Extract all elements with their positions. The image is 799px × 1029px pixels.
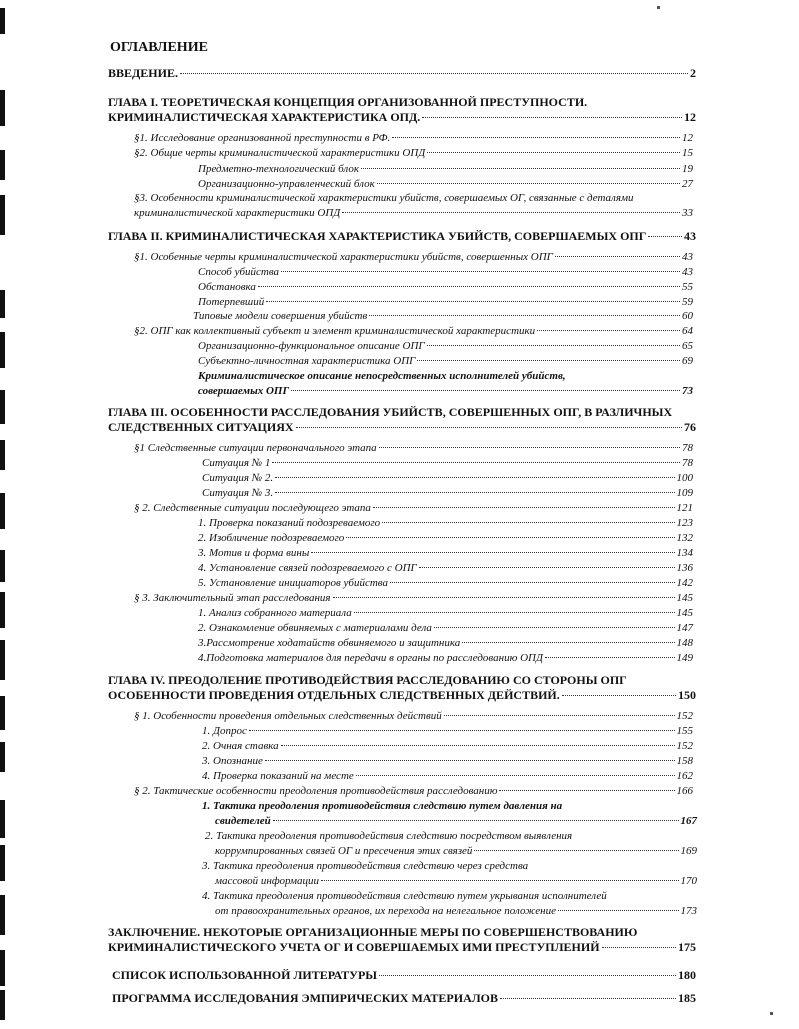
scan-mark [0,440,5,470]
entry-page: 158 [676,755,693,767]
entry-page: 15 [682,147,693,159]
entry-page: 12 [682,132,693,144]
entry-text: Организационно-управленческий блок [198,178,375,190]
chapter-entry [108,688,696,703]
leader-dots [562,695,676,696]
leader-dots [272,462,680,463]
leader-dots [369,315,680,316]
leader-dots [462,642,674,643]
entry-page: 145 [676,592,693,604]
leader-dots [249,730,675,731]
leader-dots [379,447,680,448]
toc-entry [198,652,693,664]
toc-entry [198,517,693,529]
entry-text: 1. Анализ собранного материала [198,607,352,619]
entry-text: 4. Проверка показаний на месте [202,770,354,782]
entry-page: 43 [682,251,693,263]
leader-dots [417,360,680,361]
toc-entry-text: 3. Тактика преодоления противодействия следствию через средства [202,860,529,872]
toc-entry [134,147,693,159]
entry-text: Предметно-технологический блок [198,163,360,175]
entry-text: Ситуация № 2. [202,472,274,484]
scan-mark [0,990,5,1020]
toc-entry [198,178,693,190]
entry-page: 59 [682,296,693,308]
toc-entry [134,442,693,454]
leader-dots [273,820,679,821]
entry-text: ОСОБЕННОСТИ ПРОВЕДЕНИЯ ОТДЕЛЬНЫХ СЛЕДСТВЕННЫХ ДЕЙСТВИЙ. [108,688,560,702]
entry-page: 64 [682,325,693,337]
entry-page: 100 [676,472,693,484]
scan-mark [0,493,5,529]
entry-page: 134 [676,547,693,559]
chapter-entry [112,968,696,983]
entry-text: Ситуация № 1 [202,457,271,469]
entry-page: 167 [680,815,697,827]
entry-text: СЛЕДСТВЕННЫХ СИТУАЦИЯХ [108,420,294,434]
entry-text: §1 Следственные ситуации первоначального этапа [134,442,377,454]
entry-text: 4. Установление связей подозреваемого с ОПГ [198,562,417,574]
leader-dots [422,117,682,118]
toc-entry [134,710,693,722]
toc-entry [198,296,693,308]
chapter-entry [108,229,696,244]
entry-text: 3. Опознание [202,755,263,767]
scan-mark [0,800,5,838]
chapter-heading: ЗАКЛЮЧЕНИЕ. НЕКОТОРЫЕ ОРГАНИЗАЦИОННЫЕ МЕРЫ ПО СОВЕРШЕНСТВОВАНИЮ [108,925,638,939]
scan-mark [0,742,5,772]
entry-page: 180 [678,968,696,982]
entry-page: 166 [676,785,693,797]
entry-text: Обстановка [198,281,256,293]
scan-mark [0,195,5,235]
chapter-entry [108,110,696,125]
toc-entry [198,532,693,544]
page-title: ОГЛАВЛЕНИЕ [110,40,208,55]
leader-dots [434,627,675,628]
entry-page: 78 [682,442,693,454]
leader-dots [382,522,674,523]
leader-dots [281,745,675,746]
leader-dots [500,998,676,999]
leader-dots [291,390,680,391]
entry-page: 109 [676,487,693,499]
scan-mark [0,290,5,318]
leader-dots [265,760,675,761]
leader-dots [275,477,674,478]
entry-text: Ситуация № 3. [202,487,274,499]
entry-text: 3.Рассмотрение ходатайств обвиняемого и защитника [198,637,461,649]
entry-text: Типовые модели совершения убийств [193,310,368,322]
entry-page: 147 [676,622,693,634]
entry-text: 4.Подготовка материалов для передачи в органы по расследованию ОПД [198,652,543,664]
toc-entry [198,385,693,397]
toc-entry [202,725,693,737]
leader-dots [275,492,674,493]
scan-mark [0,696,5,730]
entry-page: 152 [676,710,693,722]
entry-text: Субъектно-личностная характеристика ОПГ [198,355,416,367]
entry-text: криминалистической характеристики ОПД [134,207,341,219]
entry-page: 19 [682,163,693,175]
entry-text: Потерпевший [198,296,265,308]
toc-entry [215,875,697,887]
scan-mark [0,550,5,582]
entry-page: 136 [676,562,693,574]
entry-page: 12 [684,110,696,124]
toc-entry [202,457,693,469]
scan-mark [0,390,5,424]
toc-entry [198,607,693,619]
scan-mark [0,332,5,368]
toc-entry [198,562,693,574]
entry-text: §1. Особенные черты криминалистической характеристики убийств, совершенных ОПГ [134,251,553,263]
chapter-entry [112,991,696,1006]
leader-dots [361,168,680,169]
entry-text: 2. Ознакомление обвиняемых с материалами дела [198,622,432,634]
toc-entry [134,207,693,219]
leader-dots [444,715,675,716]
toc-entry [198,355,693,367]
entry-page: 60 [682,310,693,322]
toc-entry-text: 4. Тактика преодоления противодействия следствию путем укрывания исполнителей [202,890,607,902]
entry-text: Организационно-функциональное описание ОПГ [198,340,425,352]
scan-speck [770,1012,773,1015]
toc-entry [134,785,693,797]
entry-text: § 3. Заключительный этап расследования [134,592,331,604]
entry-page: 175 [678,940,696,954]
entry-page: 27 [682,178,693,190]
leader-dots [346,537,674,538]
toc-entry [134,502,693,514]
entry-text: 5. Установление инициаторов убийства [198,577,388,589]
scan-mark [0,90,5,126]
scan-mark [0,592,5,628]
leader-dots [356,775,675,776]
chapter-heading: ГЛАВА IV. ПРЕОДОЛЕНИЕ ПРОТИВОДЕЙСТВИЯ РАССЛЕДОВАНИЮ СО СТОРОНЫ ОПГ [108,673,627,687]
leader-dots [333,597,675,598]
toc-entry [134,592,693,604]
scan-mark [0,950,5,986]
entry-text: §2. ОПГ как коллективный субъект и элемент криминалистической характеристики [134,325,536,337]
toc-entry [202,755,693,767]
entry-page: 185 [678,991,696,1005]
entry-text: КРИМИНАЛИСТИЧЕСКОГО УЧЕТА ОГ И СОВЕРШАЕМЫХ ИМИ ПРЕСТУПЛЕНИЙ [108,940,600,954]
toc-entry [202,740,693,752]
toc-entry [202,487,693,499]
leader-dots [558,910,679,911]
toc-entry [198,547,693,559]
leader-dots [427,345,680,346]
leader-dots [602,947,676,948]
toc-entry [198,340,693,352]
leader-dots [392,137,680,138]
scan-mark [0,845,5,881]
entry-text: 1. Проверка показаний подозреваемого [198,517,381,529]
chapter-entry [108,940,696,955]
entry-page: 76 [684,420,696,434]
leader-dots [311,552,674,553]
toc-entry-text: 1. Тактика преодоления противодействия следствию путем давления на [202,800,563,812]
toc-entry-text: §3. Особенности криминалистической характеристики убийств, совершаемых ОГ, связанные с деталями [134,192,634,204]
entry-text: коррумпированных связей ОГ и пресечения этих связей [215,845,473,857]
leader-dots [474,850,678,851]
scan-speck [657,6,660,9]
toc-entry [215,815,697,827]
entry-text: свидетелей [215,815,271,827]
entry-text: массовой информации [215,875,319,887]
toc-entry [134,251,693,263]
entry-page: 78 [682,457,693,469]
toc-entry [193,310,693,322]
toc-entry [198,637,693,649]
entry-page: 123 [676,517,693,529]
entry-page: 73 [682,385,693,397]
entry-text: совершаемых ОПГ [198,385,290,397]
entry-text: ВВЕДЕНИЕ. [108,66,178,80]
entry-page: 69 [682,355,693,367]
leader-dots [180,73,688,74]
scan-mark [0,8,5,34]
toc-entry [202,472,693,484]
entry-page: 33 [682,207,693,219]
leader-dots [258,286,680,287]
entry-text: ГЛАВА II. КРИМИНАЛИСТИЧЕСКАЯ ХАРАКТЕРИСТИКА УБИЙСТВ, СОВЕРШАЕМЫХ ОПГ [108,229,647,243]
leader-dots [296,427,682,428]
toc-entry [215,845,697,857]
entry-text: Способ убийства [198,266,280,278]
chapter-heading: ГЛАВА I. ТЕОРЕТИЧЕСКАЯ КОНЦЕПЦИЯ ОРГАНИЗОВАННОЙ ПРЕСТУПНОСТИ. [108,95,588,109]
entry-text: §1. Исследование организованной преступности в РФ. [134,132,391,144]
entry-page: 148 [676,637,693,649]
leader-dots [266,301,680,302]
leader-dots [377,183,680,184]
entry-text: СПИСОК ИСПОЛЬЗОВАННОЙ ЛИТЕРАТУРЫ [112,968,378,982]
leader-dots [555,256,680,257]
toc-entry-text: Криминалистическое описание непосредственных исполнителей убийств, [198,370,566,382]
toc-entry [202,770,693,782]
scan-mark [0,895,5,935]
entry-text: ПРОГРАММА ИССЛЕДОВАНИЯ ЭМПИРИЧЕСКИХ МАТЕРИАЛОВ [112,991,499,1005]
toc-entry [198,163,693,175]
leader-dots [342,212,680,213]
entry-text: § 1. Особенности проведения отдельных следственных действий [134,710,442,722]
entry-text: 3. Мотив и форма вины [198,547,310,559]
entry-text: от правоохранительных органов, их перехода на нелегальное положение [215,905,556,917]
entry-page: 170 [680,875,697,887]
leader-dots [390,582,675,583]
entry-text: 2. Изобличение подозреваемого [198,532,345,544]
toc-entry [108,66,696,81]
leader-dots [427,152,680,153]
entry-page: 152 [676,740,693,752]
leader-dots [499,790,674,791]
entry-text: § 2. Тактические особенности преодоления противодействия расследованию [134,785,498,797]
entry-page: 121 [676,502,693,514]
entry-page: 162 [676,770,693,782]
scan-mark [0,150,5,180]
entry-page: 43 [682,266,693,278]
entry-text: § 2. Следственные ситуации последующего этапа [134,502,371,514]
entry-page: 150 [678,688,696,702]
entry-page: 169 [680,845,697,857]
toc-entry [198,622,693,634]
toc-entry [198,266,693,278]
entry-page: 149 [676,652,693,664]
leader-dots [648,236,682,237]
entry-page: 173 [680,905,697,917]
leader-dots [281,271,680,272]
entry-page: 2 [690,66,696,80]
entry-page: 145 [676,607,693,619]
leader-dots [354,612,675,613]
toc-entry [198,577,693,589]
toc-entry [134,325,693,337]
leader-dots [537,330,680,331]
entry-page: 132 [676,532,693,544]
toc-entry [198,281,693,293]
toc-entry [134,132,693,144]
toc-entry-text: 2. Тактика преодоления противодействия следствию посредством выявления [205,830,573,842]
leader-dots [419,567,675,568]
entry-page: 55 [682,281,693,293]
leader-dots [379,975,676,976]
entry-page: 155 [676,725,693,737]
entry-page: 65 [682,340,693,352]
leader-dots [545,657,675,658]
entry-page: 43 [684,229,696,243]
toc-entry [215,905,697,917]
chapter-heading: ГЛАВА III. ОСОБЕННОСТИ РАССЛЕДОВАНИЯ УБИЙСТВ, СОВЕРШЕННЫХ ОПГ, В РАЗЛИЧНЫХ [108,405,673,419]
entry-text: 1. Допрос [202,725,247,737]
leader-dots [321,880,679,881]
scan-mark [0,640,5,680]
entry-text: 2. Очная ставка [202,740,279,752]
entry-page: 142 [676,577,693,589]
chapter-entry [108,420,696,435]
leader-dots [373,507,675,508]
entry-text: §2. Общие черты криминалистической характеристики ОПД [134,147,426,159]
entry-text: КРИМИНАЛИСТИЧЕСКАЯ ХАРАКТЕРИСТИКА ОПД. [108,110,421,124]
